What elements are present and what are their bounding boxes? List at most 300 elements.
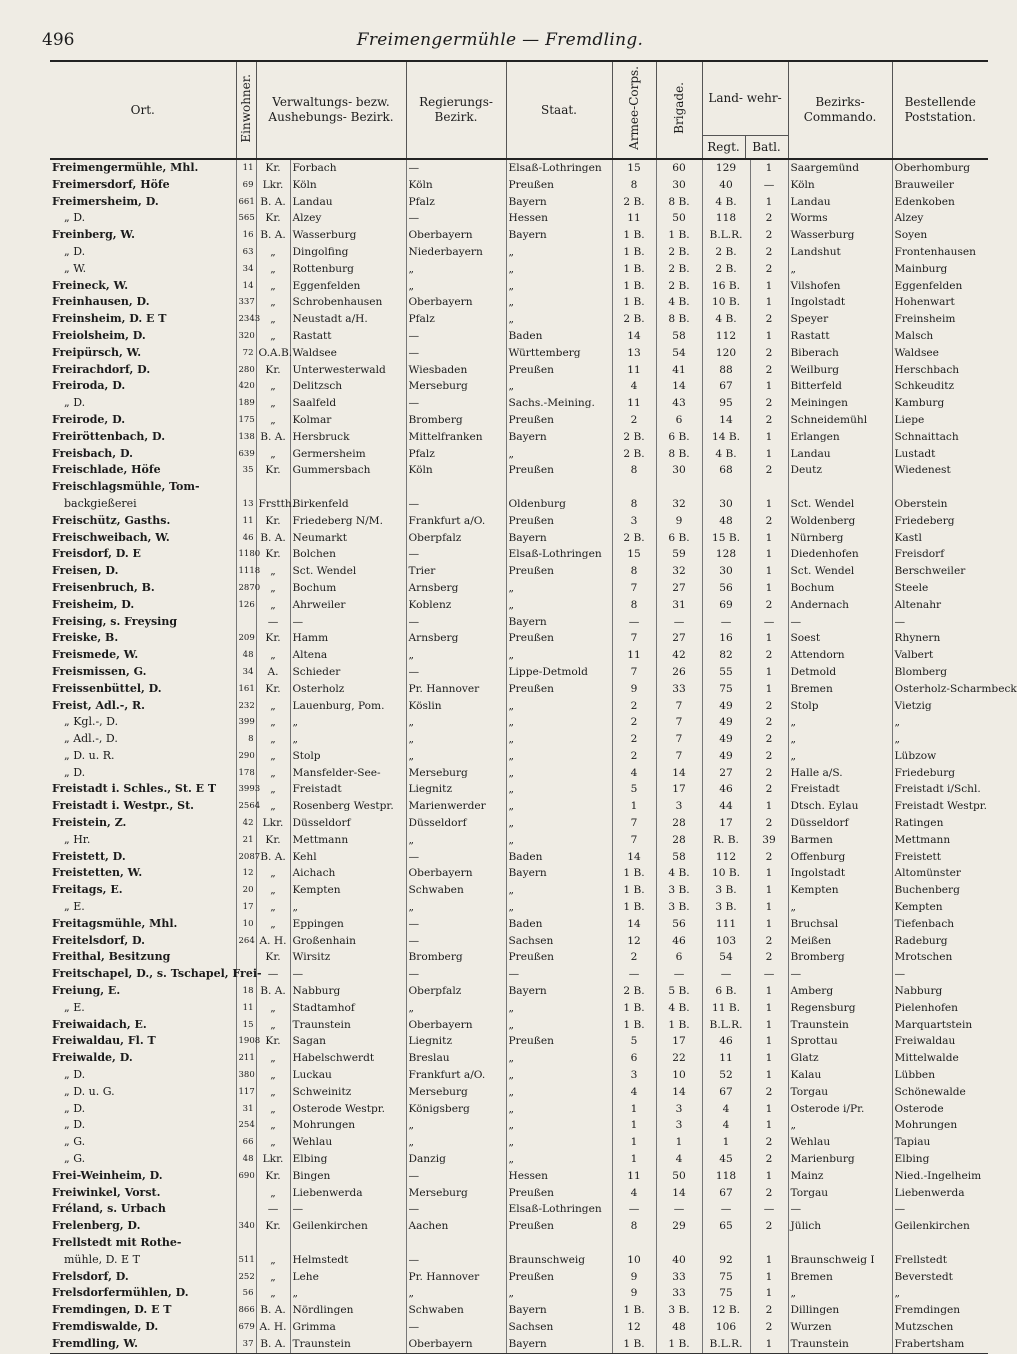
cell-verwaltung-kind: O.A.B.: [256, 345, 290, 362]
cell-verwaltung-kind: „: [256, 1252, 290, 1269]
cell-brigade: 43: [656, 395, 702, 412]
cell-bezirks-commando: „: [788, 714, 892, 731]
cell-landwehr-batl: 1: [750, 1252, 788, 1269]
cell-verwaltung-bezirk: Kempten: [290, 882, 406, 899]
cell-armee-corps: 8: [612, 1218, 656, 1235]
cell-landwehr-regt: 67: [702, 1185, 750, 1202]
cell-staat: Preußen: [506, 513, 612, 530]
cell-staat: „: [506, 1084, 612, 1101]
cell-poststation: Altomünster: [892, 865, 988, 882]
cell-landwehr-regt: 65: [702, 1218, 750, 1235]
table-row: [50, 832, 988, 849]
cell-poststation: Valbert: [892, 647, 988, 664]
cell-ort: [50, 664, 236, 681]
cell-bezirks-commando: „: [788, 731, 892, 748]
cell-verwaltung-bezirk: Elbing: [290, 1151, 406, 1168]
cell-brigade: 8 B.: [656, 311, 702, 328]
cell-landwehr-regt: B.L.R.: [702, 1336, 750, 1353]
cell-landwehr-regt: 16: [702, 630, 750, 647]
cell-ort: [50, 294, 236, 311]
cell-landwehr-batl: 1: [750, 1017, 788, 1034]
cell-landwehr-batl: 2: [750, 462, 788, 479]
table-row: [50, 1185, 988, 1202]
cell-ort: [50, 1101, 236, 1118]
cell-poststation: Nabburg: [892, 983, 988, 1000]
cell-armee-corps: 8: [612, 563, 656, 580]
cell-einwohner: 56: [236, 1285, 256, 1302]
cell-poststation: Ratingen: [892, 815, 988, 832]
cell-einwohner: 15: [236, 1017, 256, 1034]
cell-armee-corps: 14: [612, 849, 656, 866]
cell-poststation: Herschbach: [892, 362, 988, 379]
cell-verwaltung-kind: Kr.: [256, 210, 290, 227]
cell-verwaltung-kind: Frstth.: [256, 496, 290, 513]
cell-bezirks-commando: Stolp: [788, 698, 892, 715]
cell-poststation: Berschweiler: [892, 563, 988, 580]
cell-brigade: 9: [656, 513, 702, 530]
cell-ort: [50, 815, 236, 832]
cell-staat: Preußen: [506, 1218, 612, 1235]
cell-brigade: 6 B.: [656, 530, 702, 547]
cell-landwehr-regt: 82: [702, 647, 750, 664]
cell-ort: [50, 865, 236, 882]
cell-poststation: Fremdingen: [892, 1302, 988, 1319]
cell-landwehr-batl: 2: [750, 1151, 788, 1168]
cell-verwaltung-kind: B. A.: [256, 530, 290, 547]
cell-armee-corps: —: [612, 966, 656, 983]
cell-bezirks-commando: Bremen: [788, 1269, 892, 1286]
cell-staat: „: [506, 714, 612, 731]
cell-bezirks-commando: Braunschweig I: [788, 1252, 892, 1269]
cell-poststation: Soyen: [892, 227, 988, 244]
cell-regierung: —: [406, 933, 506, 950]
cell-staat: Preußen: [506, 177, 612, 194]
cell-verwaltung-kind: —: [256, 614, 290, 631]
cell-ort: [50, 983, 236, 1000]
cell-landwehr-regt: 92: [702, 1252, 750, 1269]
place-name: Freist, Adl.-, R.: [52, 698, 145, 712]
cell-staat: Sachsen: [506, 933, 612, 950]
cell-brigade: 31: [656, 597, 702, 614]
cell-brigade: 48: [656, 1319, 702, 1336]
cell-verwaltung-bezirk: Kehl: [290, 849, 406, 866]
cell-staat: „: [506, 882, 612, 899]
cell-verwaltung-kind: „: [256, 1269, 290, 1286]
cell-landwehr-batl: 2: [750, 731, 788, 748]
cell-ort: [50, 1285, 236, 1302]
cell-landwehr-regt: 10 B.: [702, 294, 750, 311]
cell-landwehr-regt: 55: [702, 664, 750, 681]
cell-poststation: Freisdorf: [892, 546, 988, 563]
cell-einwohner: [236, 1235, 256, 1252]
cell-landwehr-regt: 67: [702, 378, 750, 395]
cell-regierung: Köln: [406, 462, 506, 479]
cell-landwehr-batl: 2: [750, 748, 788, 765]
cell-armee-corps: 15: [612, 546, 656, 563]
cell-verwaltung-bezirk: Rastatt: [290, 328, 406, 345]
cell-bezirks-commando: Dtsch. Eylau: [788, 798, 892, 815]
cell-einwohner: 679: [236, 1319, 256, 1336]
table-row: [50, 630, 988, 647]
cell-landwehr-batl: 1: [750, 798, 788, 815]
cell-ort: [50, 731, 236, 748]
cell-armee-corps: 14: [612, 328, 656, 345]
cell-einwohner: 126: [236, 597, 256, 614]
table-row: [50, 781, 988, 798]
cell-regierung: —: [406, 614, 506, 631]
cell-einwohner: 12: [236, 865, 256, 882]
cell-ort: [50, 580, 236, 597]
table-row: [50, 698, 988, 715]
cell-bezirks-commando: Bromberg: [788, 949, 892, 966]
table-row: [50, 882, 988, 899]
cell-staat: „: [506, 294, 612, 311]
cell-landwehr-regt: 6 B.: [702, 983, 750, 1000]
cell-landwehr-regt: 4: [702, 1101, 750, 1118]
cell-bezirks-commando: [788, 479, 892, 496]
cell-staat: Bayern: [506, 227, 612, 244]
cell-ort: [50, 1151, 236, 1168]
cell-staat: „: [506, 311, 612, 328]
cell-bezirks-commando: Soest: [788, 630, 892, 647]
cell-verwaltung-kind: „: [256, 294, 290, 311]
cell-bezirks-commando: Saargemünd: [788, 159, 892, 177]
cell-brigade: 41: [656, 362, 702, 379]
cell-armee-corps: 1 B.: [612, 899, 656, 916]
cell-einwohner: 42: [236, 815, 256, 832]
cell-verwaltung-kind: „: [256, 765, 290, 782]
cell-landwehr-regt: R. B.: [702, 832, 750, 849]
cell-verwaltung-bezirk: Schieder: [290, 664, 406, 681]
cell-ort: [50, 446, 236, 463]
place-name: „ W.: [64, 261, 87, 275]
cell-armee-corps: 3: [612, 1067, 656, 1084]
cell-regierung: Mittelfranken: [406, 429, 506, 446]
page-number: 496: [42, 30, 75, 50]
cell-landwehr-regt: 52: [702, 1067, 750, 1084]
cell-einwohner: 69: [236, 177, 256, 194]
cell-regierung: [406, 1235, 506, 1252]
cell-staat: „: [506, 798, 612, 815]
cell-einwohner: 11: [236, 513, 256, 530]
cell-brigade: —: [656, 614, 702, 631]
cell-brigade: 3 B.: [656, 882, 702, 899]
cell-landwehr-regt: 106: [702, 1319, 750, 1336]
table-row: [50, 395, 988, 412]
table-row: [50, 1336, 988, 1353]
cell-landwehr-batl: 2: [750, 815, 788, 832]
cell-verwaltung-kind: „: [256, 395, 290, 412]
cell-armee-corps: 1 B.: [612, 1336, 656, 1353]
cell-landwehr-batl: 2: [750, 311, 788, 328]
cell-verwaltung-kind: B. A.: [256, 227, 290, 244]
cell-verwaltung-bezirk: [290, 1235, 406, 1252]
cell-ort: [50, 1168, 236, 1185]
cell-staat: Baden: [506, 849, 612, 866]
cell-landwehr-regt: 4 B.: [702, 194, 750, 211]
cell-verwaltung-kind: „: [256, 698, 290, 715]
cell-landwehr-regt: 68: [702, 462, 750, 479]
cell-bezirks-commando: Sprottau: [788, 1033, 892, 1050]
cell-regierung: Wiesbaden: [406, 362, 506, 379]
cell-verwaltung-kind: „: [256, 1000, 290, 1017]
cell-regierung: „: [406, 1285, 506, 1302]
cell-regierung: Pr. Hannover: [406, 681, 506, 698]
cell-armee-corps: 1 B.: [612, 1017, 656, 1034]
cell-landwehr-batl: 1: [750, 429, 788, 446]
cell-verwaltung-bezirk: Schrobenhausen: [290, 294, 406, 311]
table-body: [50, 159, 1017, 1353]
cell-regierung: „: [406, 1134, 506, 1151]
cell-bezirks-commando: Halle a/S.: [788, 765, 892, 782]
cell-verwaltung-kind: „: [256, 278, 290, 295]
cell-einwohner: 264: [236, 933, 256, 950]
cell-regierung: Merseburg: [406, 1084, 506, 1101]
cell-verwaltung-kind: „: [256, 1067, 290, 1084]
cell-brigade: 33: [656, 1285, 702, 1302]
cell-landwehr-batl: —: [750, 614, 788, 631]
cell-armee-corps: 1 B.: [612, 244, 656, 261]
table-row: [50, 614, 988, 631]
cell-staat: „: [506, 781, 612, 798]
cell-ort: [50, 1017, 236, 1034]
cell-staat: „: [506, 1101, 612, 1118]
cell-regierung: Düsseldorf: [406, 815, 506, 832]
cell-staat: „: [506, 1017, 612, 1034]
table-row: [50, 563, 988, 580]
cell-poststation: —: [892, 1201, 988, 1218]
cell-bezirks-commando: Detmold: [788, 664, 892, 681]
cell-armee-corps: 1: [612, 1101, 656, 1118]
place-name: Frelenberg, D.: [52, 1219, 141, 1233]
cell-regierung: —: [406, 916, 506, 933]
cell-landwehr-regt: B.L.R.: [702, 1017, 750, 1034]
cell-verwaltung-kind: B. A.: [256, 194, 290, 211]
cell-einwohner: 337: [236, 294, 256, 311]
cell-verwaltung-bezirk: Mohrungen: [290, 1117, 406, 1134]
place-name: „ G.: [64, 1135, 86, 1149]
cell-verwaltung-kind: Kr.: [256, 949, 290, 966]
table-row: [50, 294, 988, 311]
place-name: Freismissen, G.: [52, 664, 147, 678]
cell-staat: „: [506, 748, 612, 765]
cell-landwehr-batl: 1: [750, 882, 788, 899]
cell-landwehr-regt: 128: [702, 546, 750, 563]
cell-ort: [50, 362, 236, 379]
cell-landwehr-regt: 69: [702, 597, 750, 614]
cell-armee-corps: 8: [612, 462, 656, 479]
cell-poststation: „: [892, 714, 988, 731]
cell-bezirks-commando: —: [788, 1201, 892, 1218]
col-verwaltung: Verwaltungs- bezw. Aushebungs- Bezirk.: [256, 61, 406, 159]
cell-verwaltung-kind: B. A.: [256, 983, 290, 1000]
cell-brigade: 10: [656, 1067, 702, 1084]
cell-brigade: 58: [656, 328, 702, 345]
cell-verwaltung-kind: Kr.: [256, 546, 290, 563]
table-row: [50, 597, 988, 614]
cell-landwehr-batl: 2: [750, 513, 788, 530]
cell-brigade: 46: [656, 933, 702, 950]
cell-landwehr-batl: —: [750, 1201, 788, 1218]
place-name: Freismede, W.: [52, 648, 139, 662]
cell-poststation: Freiwaldau: [892, 1033, 988, 1050]
cell-brigade: 60: [656, 159, 702, 177]
cell-verwaltung-bezirk: Eggenfelden: [290, 278, 406, 295]
cell-regierung: Niederbayern: [406, 244, 506, 261]
cell-einwohner: 2343: [236, 311, 256, 328]
col-regierung: Regierungs- Bezirk.: [406, 61, 506, 159]
cell-landwehr-batl: 2: [750, 362, 788, 379]
cell-regierung: —: [406, 159, 506, 177]
cell-landwehr-regt: B.L.R.: [702, 227, 750, 244]
place-name: Freisbach, D.: [52, 446, 133, 460]
cell-staat: Baden: [506, 328, 612, 345]
place-name: Freiolsheim, D.: [52, 328, 146, 342]
cell-poststation: Mittelwalde: [892, 1050, 988, 1067]
table-row: [50, 1201, 988, 1218]
cell-landwehr-batl: 1: [750, 580, 788, 597]
cell-verwaltung-kind: „: [256, 1285, 290, 1302]
cell-bezirks-commando: Deutz: [788, 462, 892, 479]
place-name: Freisen, D.: [52, 564, 119, 578]
cell-regierung: Pfalz: [406, 194, 506, 211]
place-name: Fremdiswalde, D.: [52, 1319, 159, 1333]
cell-bezirks-commando: Wasserburg: [788, 227, 892, 244]
cell-regierung: Arnsberg: [406, 630, 506, 647]
cell-ort: [50, 714, 236, 731]
cell-poststation: [892, 1235, 988, 1252]
cell-landwehr-regt: 112: [702, 328, 750, 345]
cell-regierung: Frankfurt a/O.: [406, 513, 506, 530]
cell-bezirks-commando: Jülich: [788, 1218, 892, 1235]
cell-landwehr-batl: 1: [750, 983, 788, 1000]
cell-regierung: —: [406, 966, 506, 983]
cell-armee-corps: 7: [612, 664, 656, 681]
cell-brigade: [656, 479, 702, 496]
cell-bezirks-commando: Marienburg: [788, 1151, 892, 1168]
cell-regierung: Liegnitz: [406, 781, 506, 798]
cell-landwehr-batl: 1: [750, 630, 788, 647]
cell-verwaltung-bezirk: Wehlau: [290, 1134, 406, 1151]
table-row: [50, 714, 988, 731]
gazetteer-table: [50, 60, 1017, 1354]
cell-verwaltung-kind: [256, 1235, 290, 1252]
cell-bezirks-commando: Regensburg: [788, 1000, 892, 1017]
table-row: [50, 1067, 988, 1084]
cell-verwaltung-kind: „: [256, 731, 290, 748]
cell-verwaltung-kind: B. A.: [256, 1336, 290, 1353]
cell-verwaltung-kind: Kr.: [256, 362, 290, 379]
cell-ort: [50, 1269, 236, 1286]
cell-staat: „: [506, 698, 612, 715]
table-row: [50, 513, 988, 530]
cell-verwaltung-bezirk: —: [290, 1201, 406, 1218]
cell-verwaltung-kind: „: [256, 748, 290, 765]
cell-brigade: 33: [656, 1269, 702, 1286]
cell-brigade: 3 B.: [656, 899, 702, 916]
cell-einwohner: 280: [236, 362, 256, 379]
cell-landwehr-regt: 49: [702, 748, 750, 765]
cell-bezirks-commando: „: [788, 1285, 892, 1302]
cell-staat: Preußen: [506, 1185, 612, 1202]
cell-ort: [50, 1000, 236, 1017]
cell-brigade: 33: [656, 681, 702, 698]
cell-staat: Elsaß-Lothringen: [506, 159, 612, 177]
cell-landwehr-regt: 44: [702, 798, 750, 815]
cell-armee-corps: —: [612, 614, 656, 631]
cell-armee-corps: 2: [612, 412, 656, 429]
cell-ort: [50, 781, 236, 798]
cell-verwaltung-bezirk: Stadtamhof: [290, 1000, 406, 1017]
cell-verwaltung-bezirk: Mettmann: [290, 832, 406, 849]
cell-landwehr-regt: 67: [702, 1084, 750, 1101]
cell-einwohner: 2087: [236, 849, 256, 866]
place-name: Freimersheim, D.: [52, 194, 159, 208]
cell-brigade: 4 B.: [656, 294, 702, 311]
cell-regierung: Marienwerder: [406, 798, 506, 815]
cell-regierung: —: [406, 664, 506, 681]
cell-brigade: 50: [656, 210, 702, 227]
cell-verwaltung-kind: Lkr.: [256, 177, 290, 194]
cell-staat: „: [506, 446, 612, 463]
place-name: Freipürsch, W.: [52, 345, 142, 359]
cell-landwehr-batl: 2: [750, 1134, 788, 1151]
table-row: [50, 681, 988, 698]
cell-poststation: Frellstedt: [892, 1252, 988, 1269]
cell-ort: [50, 227, 236, 244]
cell-poststation: Mettmann: [892, 832, 988, 849]
cell-landwehr-regt: 46: [702, 1033, 750, 1050]
cell-ort: [50, 462, 236, 479]
cell-armee-corps: 1 B.: [612, 865, 656, 882]
table-row: [50, 815, 988, 832]
place-name: Freisenbruch, B.: [52, 580, 155, 594]
cell-staat: Hessen: [506, 210, 612, 227]
cell-verwaltung-bezirk: Helmstedt: [290, 1252, 406, 1269]
cell-landwehr-batl: 1: [750, 1067, 788, 1084]
cell-landwehr-regt: 11 B.: [702, 1000, 750, 1017]
cell-einwohner: 175: [236, 412, 256, 429]
cell-landwehr-batl: 1: [750, 378, 788, 395]
place-name: „ G.: [64, 1152, 86, 1166]
cell-landwehr-regt: 10 B.: [702, 865, 750, 882]
place-name: Freinsheim, D. E T: [52, 312, 167, 326]
place-name: Freinhausen, D.: [52, 295, 150, 309]
cell-poststation: Blomberg: [892, 664, 988, 681]
col-post: Bestellende Poststation.: [892, 61, 988, 159]
cell-armee-corps: 1 B.: [612, 294, 656, 311]
cell-verwaltung-bezirk: Mansfelder-See-: [290, 765, 406, 782]
cell-brigade: 8 B.: [656, 194, 702, 211]
place-name: Frelsdorfermühlen, D.: [52, 1286, 189, 1300]
header-row: [50, 61, 988, 159]
cell-landwehr-regt: 48: [702, 513, 750, 530]
cell-poststation: Waldsee: [892, 345, 988, 362]
place-name: Freiwinkel, Vorst.: [52, 1185, 161, 1199]
cell-brigade: 1: [656, 1134, 702, 1151]
cell-staat: „: [506, 647, 612, 664]
cell-verwaltung-bezirk: Habelschwerdt: [290, 1050, 406, 1067]
cell-einwohner: 34: [236, 664, 256, 681]
cell-landwehr-batl: 2: [750, 210, 788, 227]
cell-landwehr-regt: 4 B.: [702, 446, 750, 463]
cell-ort: [50, 244, 236, 261]
cell-landwehr-regt: 120: [702, 345, 750, 362]
cell-verwaltung-bezirk: Traunstein: [290, 1017, 406, 1034]
cell-landwehr-regt: —: [702, 614, 750, 631]
cell-bezirks-commando: Bochum: [788, 580, 892, 597]
cell-landwehr-batl: 1: [750, 278, 788, 295]
